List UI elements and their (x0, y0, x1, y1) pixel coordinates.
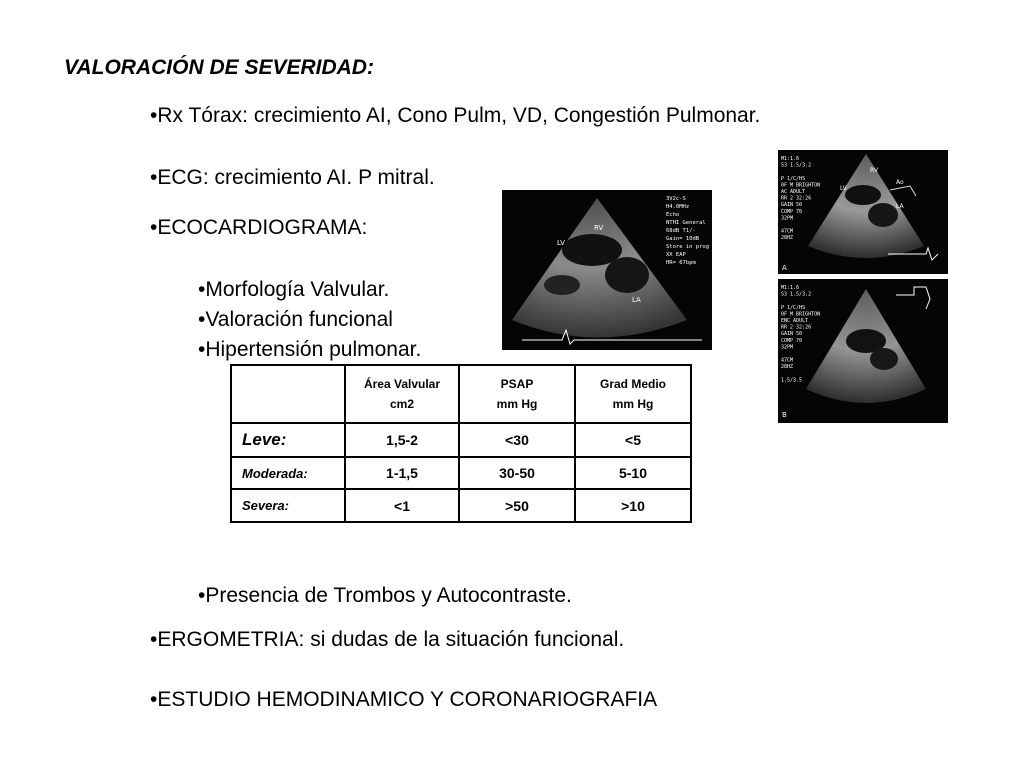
row-label: Moderada: (231, 457, 345, 489)
overlay-readout-text: 0F M BRIGHTON (781, 182, 821, 189)
table-header-cell: Área Valvular cm2 (345, 365, 459, 423)
overlay-readout-text: AC ADULT (781, 189, 806, 195)
table-row (231, 457, 691, 489)
sub-bullet-valoracion-funcional: •Valoración funcional (198, 308, 393, 331)
overlay-readout-text: P 1/C/HS (781, 175, 806, 182)
table-cell: 1,5-2 (345, 423, 459, 457)
sub-bullet-hipertension: •Hipertensión pulmonar. (198, 338, 422, 361)
slide-title: VALORACIÓN DE SEVERIDAD: (64, 56, 374, 79)
echocardiogram-image-top-right (778, 150, 948, 274)
sub-bullet-morfologia: •Morfología Valvular. (198, 278, 390, 301)
bullet-ergometria: •ERGOMETRIA: si dudas de la situación funcional. (150, 628, 625, 651)
overlay-readout-text: 68dB T1/- (666, 228, 696, 234)
row-label: Severa: (231, 489, 345, 522)
table-header-row (231, 365, 691, 423)
overlay-readout-text: 28HZ (781, 235, 794, 242)
label-rv: RV (594, 224, 604, 232)
echocardiogram-image-bottom-right (778, 279, 948, 423)
label-lv: LV (557, 239, 565, 247)
overlay-readout-text: 1.5/3.5 (781, 377, 803, 384)
overlay-readout-text: 47CM (781, 357, 794, 364)
overlay-readout-text: COMP 70 (781, 208, 803, 215)
label-la: LA (632, 296, 641, 304)
overlay-readout-text: GAIN 50 (781, 202, 803, 209)
row-label: Leve: (231, 423, 345, 457)
overlay-readout-text: Echo (666, 212, 680, 218)
overlay-readout-text: HR= 67bpm (666, 260, 696, 266)
overlay-readout-text: M1:1.6 (781, 156, 800, 162)
overlay-readout-text: NTHI General (666, 220, 706, 226)
table-cell: >50 (459, 489, 575, 522)
panel-label-b: B (782, 411, 787, 419)
overlay-readout-text: 32PM (781, 344, 794, 351)
overlay-readout-text: S3 1.5/3.2 (781, 162, 812, 169)
overlay-readout-text: ENC ADULT (781, 318, 809, 324)
table-header-cell (231, 365, 345, 423)
label-la-a: LA (896, 203, 904, 210)
overlay-readout-text: 32PM (781, 215, 794, 222)
severity-table (230, 364, 692, 523)
bullet-ecg: •ECG: crecimiento AI. P mitral. (150, 166, 435, 189)
bullet-rx-torax: •Rx Tórax: crecimiento AI, Cono Pulm, VD, Congestión Pulmonar. (150, 104, 761, 127)
echocardiogram-image-center (502, 190, 712, 350)
table-cell: 30-50 (459, 457, 575, 489)
panel-label-a: A (782, 264, 787, 272)
overlay-readout-text: M1:1.6 (781, 285, 800, 291)
overlay-readout-text: 28HZ (781, 364, 794, 371)
table-header-cell: Grad Medio mm Hg (575, 365, 691, 423)
sub-bullet-trombos: •Presencia de Trombos y Autocontraste. (198, 584, 572, 607)
table-cell: >10 (575, 489, 691, 522)
table-row (231, 423, 691, 457)
bullet-ecocardiograma: •ECOCARDIOGRAMA: (150, 216, 368, 239)
overlay-readout-text: P 1/C/HS (781, 304, 806, 311)
overlay-readout-text: H4.0MHz (666, 204, 690, 210)
overlay-readout-text: XX EAP (666, 252, 686, 258)
table-cell: <5 (575, 423, 691, 457)
overlay-readout-text: RR 2 32:26 (781, 324, 812, 331)
table-header-cell: PSAP mm Hg (459, 365, 575, 423)
table-cell: 1-1,5 (345, 457, 459, 489)
table-cell: 5-10 (575, 457, 691, 489)
bullet-estudio-hemodinamico: •ESTUDIO HEMODINAMICO Y CORONARIOGRAFIA (150, 688, 658, 711)
overlay-readout-text: Store in prog (666, 244, 710, 250)
label-rv-a: RV (870, 167, 878, 174)
overlay-readout-text: Gain= 10dB (666, 236, 700, 242)
table-row (231, 489, 691, 522)
overlay-readout-text: GAIN 50 (781, 331, 803, 338)
overlay-readout-text: COMP 70 (781, 337, 803, 344)
overlay-readout-text: 0F M BRIGHTON (781, 311, 821, 318)
overlay-readout-text: 47CM (781, 228, 794, 235)
overlay-readout-text: S3 1.5/3.2 (781, 291, 812, 298)
label-ao-a: Ao (896, 179, 904, 186)
table-cell: <1 (345, 489, 459, 522)
label-lv-a: LV (840, 185, 847, 192)
table-cell: <30 (459, 423, 575, 457)
overlay-readout-text: RR 2 32:26 (781, 195, 812, 202)
overlay-readout-text: 3V2c-S (666, 196, 686, 202)
